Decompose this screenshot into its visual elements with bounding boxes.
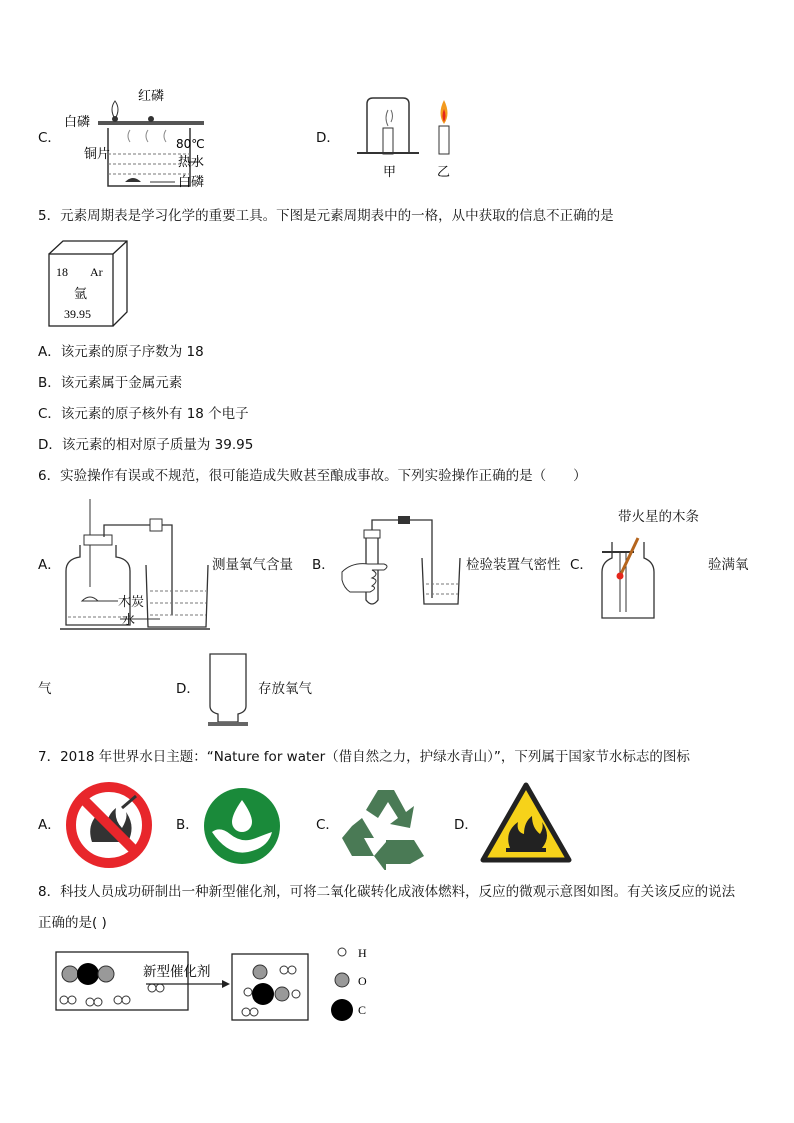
q5-option-b: B．该元素属于金属元素 (38, 375, 183, 391)
q6-d-caption: 存放氧气 (258, 681, 312, 697)
q7-option-c-label: C． (316, 817, 339, 833)
q5-cell-number: 18 (56, 265, 68, 279)
q7-stem: 7．2018 年世界水日主题：“Nature for water（借自然之力，护绿水青山）”，下列属于国家节水标志的图标 (38, 749, 690, 765)
q4-c-hot-water: 热水 (178, 155, 205, 170)
q6-c-top-label: 带火星的木条 (618, 509, 699, 525)
q4-d-yi: 乙 (437, 165, 451, 180)
q8-legend-h: H (358, 946, 367, 960)
q6-stem: 6．实验操作有误或不规范，很可能造成失败甚至酿成事故。下列实验操作正确的是（ ） (38, 468, 587, 484)
q5-cell-symbol: Ar (90, 265, 103, 279)
recycle-sign-icon (338, 782, 428, 870)
q6-option-d-label: D． (176, 681, 200, 697)
q5-option-a: A．该元素的原子序数为 18 (38, 344, 204, 360)
q4-c-red-p: 红磷 (138, 89, 165, 104)
q8-legend-o: O (358, 974, 367, 988)
q6-c-apparatus (598, 532, 668, 624)
flammable-warning-sign-icon (480, 782, 572, 864)
q7-option-b-label: B． (176, 817, 199, 833)
q6-a-caption: 测量氧气含量 (212, 557, 293, 573)
q8-reaction-diagram (52, 942, 382, 1024)
q4-c-white-p-bottom: 白磷 (178, 175, 205, 190)
q6-b-apparatus (338, 512, 463, 612)
q5-option-c: C．该元素的原子核外有 18 个电子 (38, 406, 249, 422)
q6-option-b-label: B． (312, 557, 335, 573)
q4-d-figure (355, 96, 475, 186)
q5-cell-name: 氩 (74, 287, 88, 302)
q5-stem: 5．元素周期表是学习化学的重要工具。下图是元素周期表中的一格，从中获取的信息不正确的是 (38, 208, 614, 224)
q4-c-copper: 铜片 (84, 147, 111, 162)
q5-cell-mass: 39.95 (64, 307, 91, 321)
q7-option-d-label: D． (454, 817, 478, 833)
q5-element-cell (48, 240, 132, 330)
q4-c-figure (60, 84, 230, 194)
q8-catalyst-label: 新型催化剂 (143, 964, 211, 980)
no-fire-sign-icon (64, 780, 154, 870)
q8-legend-c: C (358, 1003, 367, 1017)
q6-option-c-label: C． (570, 557, 593, 573)
q4-option-c-label: C． (38, 130, 61, 146)
q6-c-caption-1: 验满氧 (708, 557, 749, 573)
q6-a-apparatus (60, 495, 210, 635)
q6-c-caption-2: 气 (38, 681, 52, 697)
q4-c-white-p-top: 白磷 (64, 115, 91, 130)
q6-b-caption: 检验装置气密性 (466, 557, 561, 573)
q8-stem-line-1: 8．科技人员成功研制出一种新型催化剂，可将二氧化碳转化成液体燃料，反应的微观示意图如图。有关该反应的说法 (38, 884, 736, 900)
water-saving-sign-icon (202, 786, 282, 866)
q5-option-d: D．该元素的相对原子质量为 39.95 (38, 437, 254, 453)
q4-d-jia: 甲 (383, 165, 397, 180)
q6-a-water: 水 (122, 613, 136, 628)
q6-d-bottle (206, 652, 250, 728)
q4-option-d-label: D． (316, 130, 340, 146)
q7-option-a-label: A． (38, 817, 61, 833)
q8-stem-line-2: 正确的是( ) (38, 915, 107, 931)
q4-c-temp: 80℃ (176, 137, 205, 151)
q6-a-charcoal: 木炭 (118, 595, 145, 610)
q6-option-a-label: A． (38, 557, 61, 573)
